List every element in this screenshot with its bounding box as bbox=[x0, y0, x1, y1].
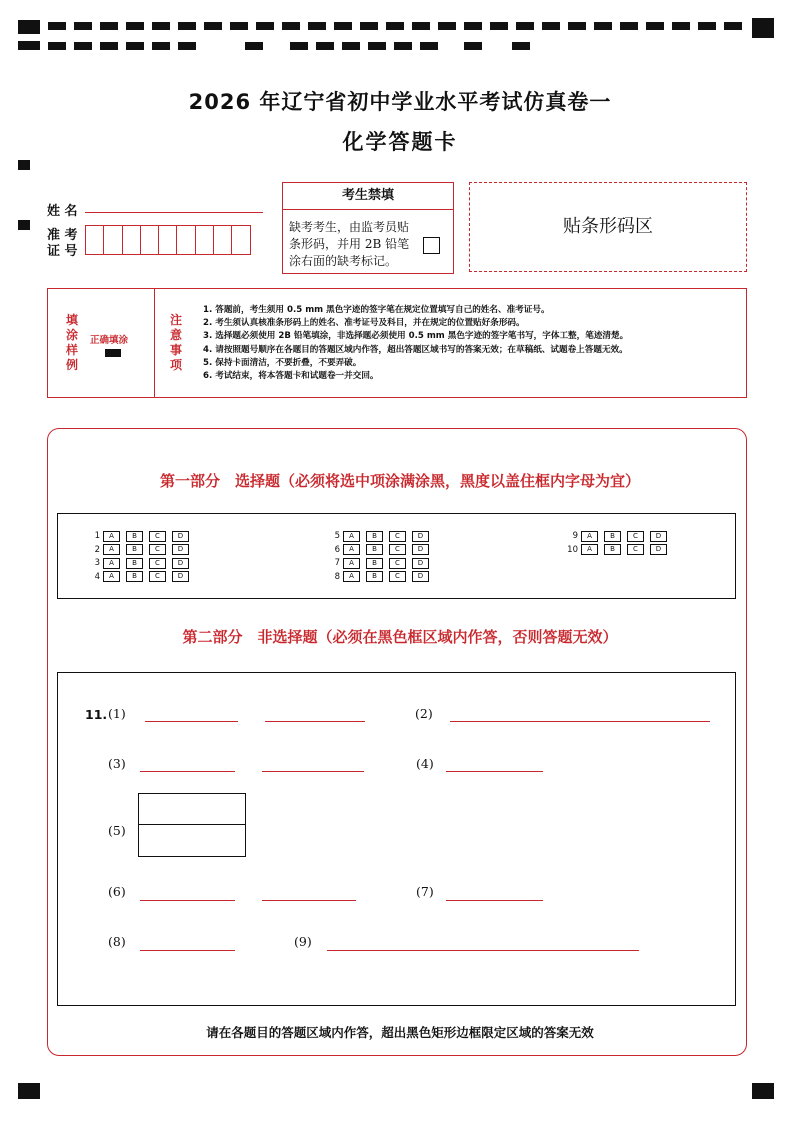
page-title: 2026 年辽宁省初中学业水平考试仿真卷一 bbox=[188, 90, 612, 114]
q11-part8-label: (8) bbox=[108, 934, 126, 949]
mc-option-bubble[interactable]: C bbox=[389, 544, 406, 555]
correct-fill-label: 正确填涂 bbox=[90, 335, 129, 346]
free-response-box bbox=[57, 672, 736, 1006]
instructions-box bbox=[47, 288, 747, 398]
q11-part6-blank-a[interactable] bbox=[140, 900, 235, 901]
mc-option-bubble[interactable]: A bbox=[103, 558, 120, 569]
q11-part1-blank-a[interactable] bbox=[145, 721, 238, 722]
mc-option-bubble[interactable]: D bbox=[412, 544, 429, 555]
q11-part1-blank-b[interactable] bbox=[265, 721, 365, 722]
q11-part3-blank-a[interactable] bbox=[140, 771, 235, 772]
mc-option-bubble[interactable]: B bbox=[366, 558, 383, 569]
mc-question-row bbox=[326, 544, 435, 556]
absent-header: 考生禁填 bbox=[283, 183, 453, 210]
mc-question-row bbox=[86, 571, 195, 583]
mc-question-number: 2 bbox=[94, 544, 100, 555]
mc-option-bubble[interactable]: A bbox=[343, 558, 360, 569]
mc-option-bubble[interactable]: B bbox=[604, 531, 621, 542]
mc-question-row bbox=[564, 530, 673, 542]
mc-question-row bbox=[564, 544, 673, 556]
mc-question-row bbox=[86, 544, 195, 556]
mc-option-bubble[interactable]: C bbox=[627, 544, 644, 555]
mc-option-bubble[interactable]: D bbox=[172, 544, 189, 555]
mc-question-row bbox=[326, 557, 435, 569]
mc-option-bubble[interactable]: B bbox=[126, 544, 143, 555]
q11-part5-table[interactable] bbox=[138, 793, 246, 857]
mc-question-number: 8 bbox=[334, 571, 340, 582]
barcode-label: 贴条形码区 bbox=[563, 216, 653, 237]
mc-question-row bbox=[86, 530, 195, 542]
exam-id-label-1: 准 考 bbox=[47, 228, 78, 243]
mc-option-bubble[interactable]: D bbox=[412, 571, 429, 582]
q11-part4-label: (4) bbox=[416, 756, 434, 771]
mc-option-bubble[interactable]: B bbox=[126, 571, 143, 582]
absent-checkbox[interactable] bbox=[423, 237, 440, 254]
q11-part2-blank[interactable] bbox=[450, 721, 710, 722]
q11-part8-blank[interactable] bbox=[140, 950, 235, 951]
mc-option-bubble[interactable]: D bbox=[172, 571, 189, 582]
mc-option-bubble[interactable]: A bbox=[103, 571, 120, 582]
mc-option-bubble[interactable]: A bbox=[581, 531, 598, 542]
q11-part6-blank-b[interactable] bbox=[262, 900, 356, 901]
mc-option-bubble[interactable]: D bbox=[172, 531, 189, 542]
mc-option-bubble[interactable]: C bbox=[627, 531, 644, 542]
mc-option-bubble[interactable]: C bbox=[389, 531, 406, 542]
mc-option-bubble[interactable]: B bbox=[126, 531, 143, 542]
q11-part6-label: (6) bbox=[108, 884, 126, 899]
mc-option-bubble[interactable]: A bbox=[343, 544, 360, 555]
mc-option-bubble[interactable]: C bbox=[149, 558, 166, 569]
mc-question-number: 6 bbox=[334, 544, 340, 555]
q11-part5-label: (5) bbox=[108, 823, 126, 838]
mc-question-number: 4 bbox=[94, 571, 100, 582]
mc-option-bubble[interactable]: A bbox=[103, 531, 120, 542]
mc-option-bubble[interactable]: B bbox=[366, 571, 383, 582]
mc-option-bubble[interactable]: C bbox=[149, 571, 166, 582]
notes-list: 1. 答题前，考生须用 0.5 mm 黑色字迹的签字笔在规定位置填写自己的姓名、准考证号。 2. 考生须认真核准条形码上的姓名、准考证号及科目，并在规定的位置贴好条形码。 3. 选择题必须使用 2B 铅笔填涂，非选择题必须使用 0.5 mm 黑色字迹的签字笔书写，字体工整，笔迹清楚。 4. 请按照题号顺序在各题目的答题区域内作答，超出答题区域书写的答案无效；在草稿纸、试题卷上答题无效。 5. 保持卡面清洁，不要折叠，不要弄破。 6. 考试结束，将本答题卡和试题卷一并交回。 bbox=[203, 305, 629, 382]
multiple-choice-box bbox=[57, 513, 736, 599]
page-subtitle: 化学答题卡 bbox=[342, 130, 458, 154]
mc-option-bubble[interactable]: B bbox=[604, 544, 621, 555]
mc-question-number: 3 bbox=[94, 558, 100, 568]
mc-question-number: 10 bbox=[567, 544, 578, 555]
section2-title: 第二部分 非选择题（必须在黑色框区域内作答，否则答题无效） bbox=[182, 628, 618, 646]
mc-question-row bbox=[326, 571, 435, 583]
mc-option-bubble[interactable]: A bbox=[581, 544, 598, 555]
fill-example-label: 填 涂 样 例 bbox=[65, 313, 78, 372]
mc-question-row bbox=[86, 557, 195, 569]
side-mark bbox=[18, 160, 30, 170]
correct-fill-mark bbox=[105, 349, 121, 357]
mc-option-bubble[interactable]: D bbox=[650, 531, 667, 542]
q11-number: 11. bbox=[85, 707, 108, 722]
mc-option-bubble[interactable]: C bbox=[389, 558, 406, 569]
section1-title: 第一部分 选择题（必须将选中项涂满涂黑，黑度以盖住框内字母为宜） bbox=[159, 472, 640, 490]
mc-option-bubble[interactable]: B bbox=[366, 531, 383, 542]
q11-part3-label: (3) bbox=[108, 756, 126, 771]
mc-option-bubble[interactable]: D bbox=[412, 558, 429, 569]
q11-part7-blank[interactable] bbox=[446, 900, 543, 901]
q11-part7-label: (7) bbox=[416, 884, 434, 899]
mc-option-bubble[interactable]: B bbox=[366, 544, 383, 555]
absent-text: 缺考考生，由监考员贴条形码，并用 2B 铅笔涂右面的缺考标记。 bbox=[289, 220, 410, 268]
name-field[interactable] bbox=[85, 212, 263, 213]
barcode-area bbox=[469, 182, 747, 272]
mc-option-bubble[interactable]: A bbox=[343, 571, 360, 582]
mc-option-bubble[interactable]: A bbox=[343, 531, 360, 542]
mc-option-bubble[interactable]: C bbox=[149, 544, 166, 555]
q11-part3-blank-b[interactable] bbox=[262, 771, 364, 772]
mc-option-bubble[interactable]: D bbox=[412, 531, 429, 542]
corner-mark-bl bbox=[18, 1083, 40, 1099]
q11-part9-label: (9) bbox=[294, 934, 312, 949]
mc-option-bubble[interactable]: D bbox=[172, 558, 189, 569]
footer-note: 请在各题目的答题区域内作答，超出黑色矩形边框限定区域的答案无效 bbox=[206, 1025, 594, 1040]
mc-option-bubble[interactable]: C bbox=[149, 531, 166, 542]
notes-label: 注 意 事 项 bbox=[169, 313, 182, 372]
mc-question-row bbox=[326, 530, 435, 542]
q11-part1-label: (1) bbox=[108, 706, 126, 721]
mc-question-number: 5 bbox=[334, 531, 340, 541]
q11-part2-label: (2) bbox=[415, 706, 433, 721]
q11-part9-blank[interactable] bbox=[327, 950, 639, 951]
mc-option-bubble[interactable]: B bbox=[126, 558, 143, 569]
side-mark bbox=[18, 220, 30, 230]
exam-id-label-2: 证 号 bbox=[47, 244, 78, 259]
q11-part4-blank[interactable] bbox=[446, 771, 543, 772]
exam-id-field[interactable] bbox=[85, 225, 251, 255]
corner-mark-br bbox=[752, 1083, 774, 1099]
mc-question-number: 1 bbox=[94, 531, 100, 541]
absent-box bbox=[282, 182, 454, 274]
mc-option-bubble[interactable]: D bbox=[650, 544, 667, 555]
name-label: 姓 名 bbox=[47, 204, 78, 219]
mc-option-bubble[interactable]: C bbox=[389, 571, 406, 582]
mc-question-number: 9 bbox=[572, 531, 578, 541]
mc-option-bubble[interactable]: A bbox=[103, 544, 120, 555]
mc-question-number: 7 bbox=[334, 558, 340, 568]
